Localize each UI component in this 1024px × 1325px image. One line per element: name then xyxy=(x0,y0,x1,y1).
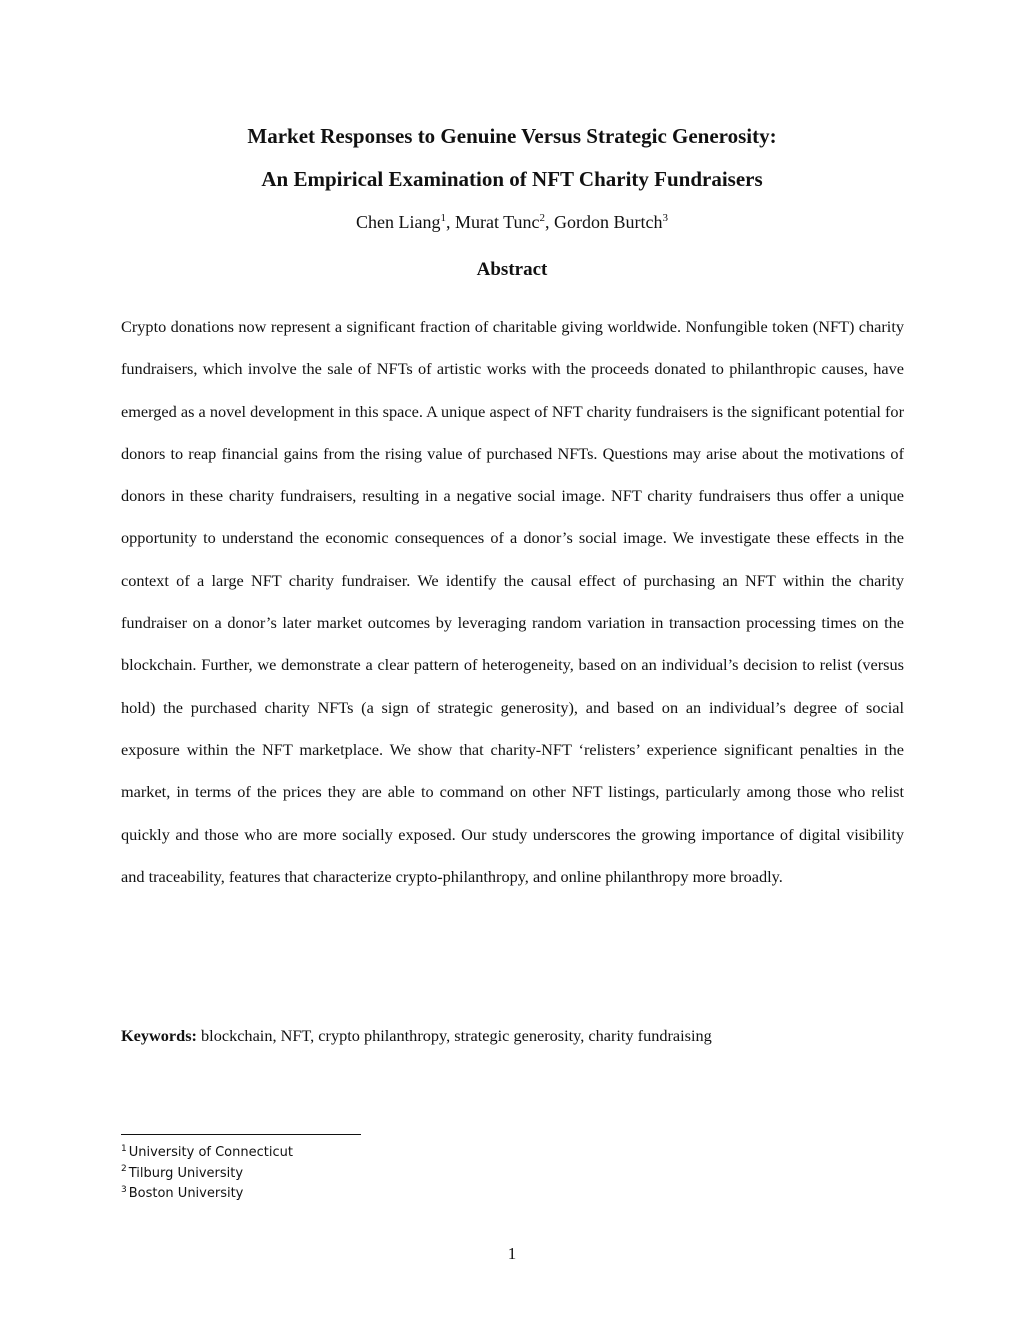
keywords xyxy=(121,1026,904,1046)
author-name: Gordon Burtch xyxy=(554,212,663,232)
footnote xyxy=(121,1164,293,1185)
author-separator: , xyxy=(545,212,554,232)
abstract-body: Crypto donations now represent a significant fraction of charitable giving worldwide. Nonfungible token (NFT) charity fundraisers, which involve the sale of NFTs of artistic works with the proceeds donated to philanthropic causes, have emerged as a novel development in this space. A unique aspect of NFT charity fundraisers is the significant potential for donors to reap financial gains from the rising value of purchased NFTs. Questions may arise about the motivations of donors in these charity fundraisers, resulting in a negative social image. NFT charity fundraisers thus offer a unique opportunity to understand the economic consequences of a donor’s social image. We investigate these effects in the context of a large NFT charity fundraiser. We identify the causal effect of purchasing an NFT within the charity fundraiser on a donor’s later market outcomes by leveraging random variation in transaction processing times on the blockchain. Further, we demonstrate a clear pattern of heterogeneity, based on an individual’s decision to relist (versus hold) the purchased charity NFTs (a sign of strategic generosity), and based on an individual’s degree of social exposure within the NFT marketplace. We show that charity-NFT ‘relisters’ experience significant penalties in the market, in terms of the prices they are able to command on other NFT listings, particularly among those who relist quickly and those who are more socially exposed. Our study underscores the growing importance of digital visibility and traceability, features that characterize crypto-philanthropy, and online philanthropy more broadly. xyxy=(121,317,904,886)
footnote-text: University of Connecticut xyxy=(128,1145,293,1160)
keywords-label: Keywords: xyxy=(121,1026,197,1045)
footnote-mark: 3 xyxy=(121,1184,127,1195)
affiliation-mark: 2 xyxy=(539,212,545,224)
affiliation-mark: 3 xyxy=(662,212,668,224)
title-line-1: Market Responses to Genuine Versus Strategic Generosity: xyxy=(247,124,777,148)
footnote-text: Tilburg University xyxy=(128,1165,244,1181)
author-name: Chen Liang xyxy=(356,212,441,232)
author-name: Murat Tunc xyxy=(454,212,540,232)
page-number: 1 xyxy=(507,1244,517,1263)
keywords-text: blockchain, NFT, crypto philanthropy, strategic generosity, charity fundraising xyxy=(196,1026,712,1045)
footnote xyxy=(121,1143,293,1164)
footnote-text: Boston University xyxy=(128,1186,244,1201)
footnote-mark: 2 xyxy=(121,1164,127,1175)
affiliation-mark: 1 xyxy=(440,212,446,224)
abstract-heading: Abstract xyxy=(476,259,548,280)
footnote xyxy=(121,1184,293,1205)
title-line-2: An Empirical Examination of NFT Charity Fundraisers xyxy=(261,167,763,191)
author-list xyxy=(0,212,1024,233)
footnote-mark: 1 xyxy=(121,1143,127,1154)
author-separator: , xyxy=(445,212,455,232)
footnotes xyxy=(121,1143,293,1205)
footnote-divider xyxy=(121,1134,361,1135)
